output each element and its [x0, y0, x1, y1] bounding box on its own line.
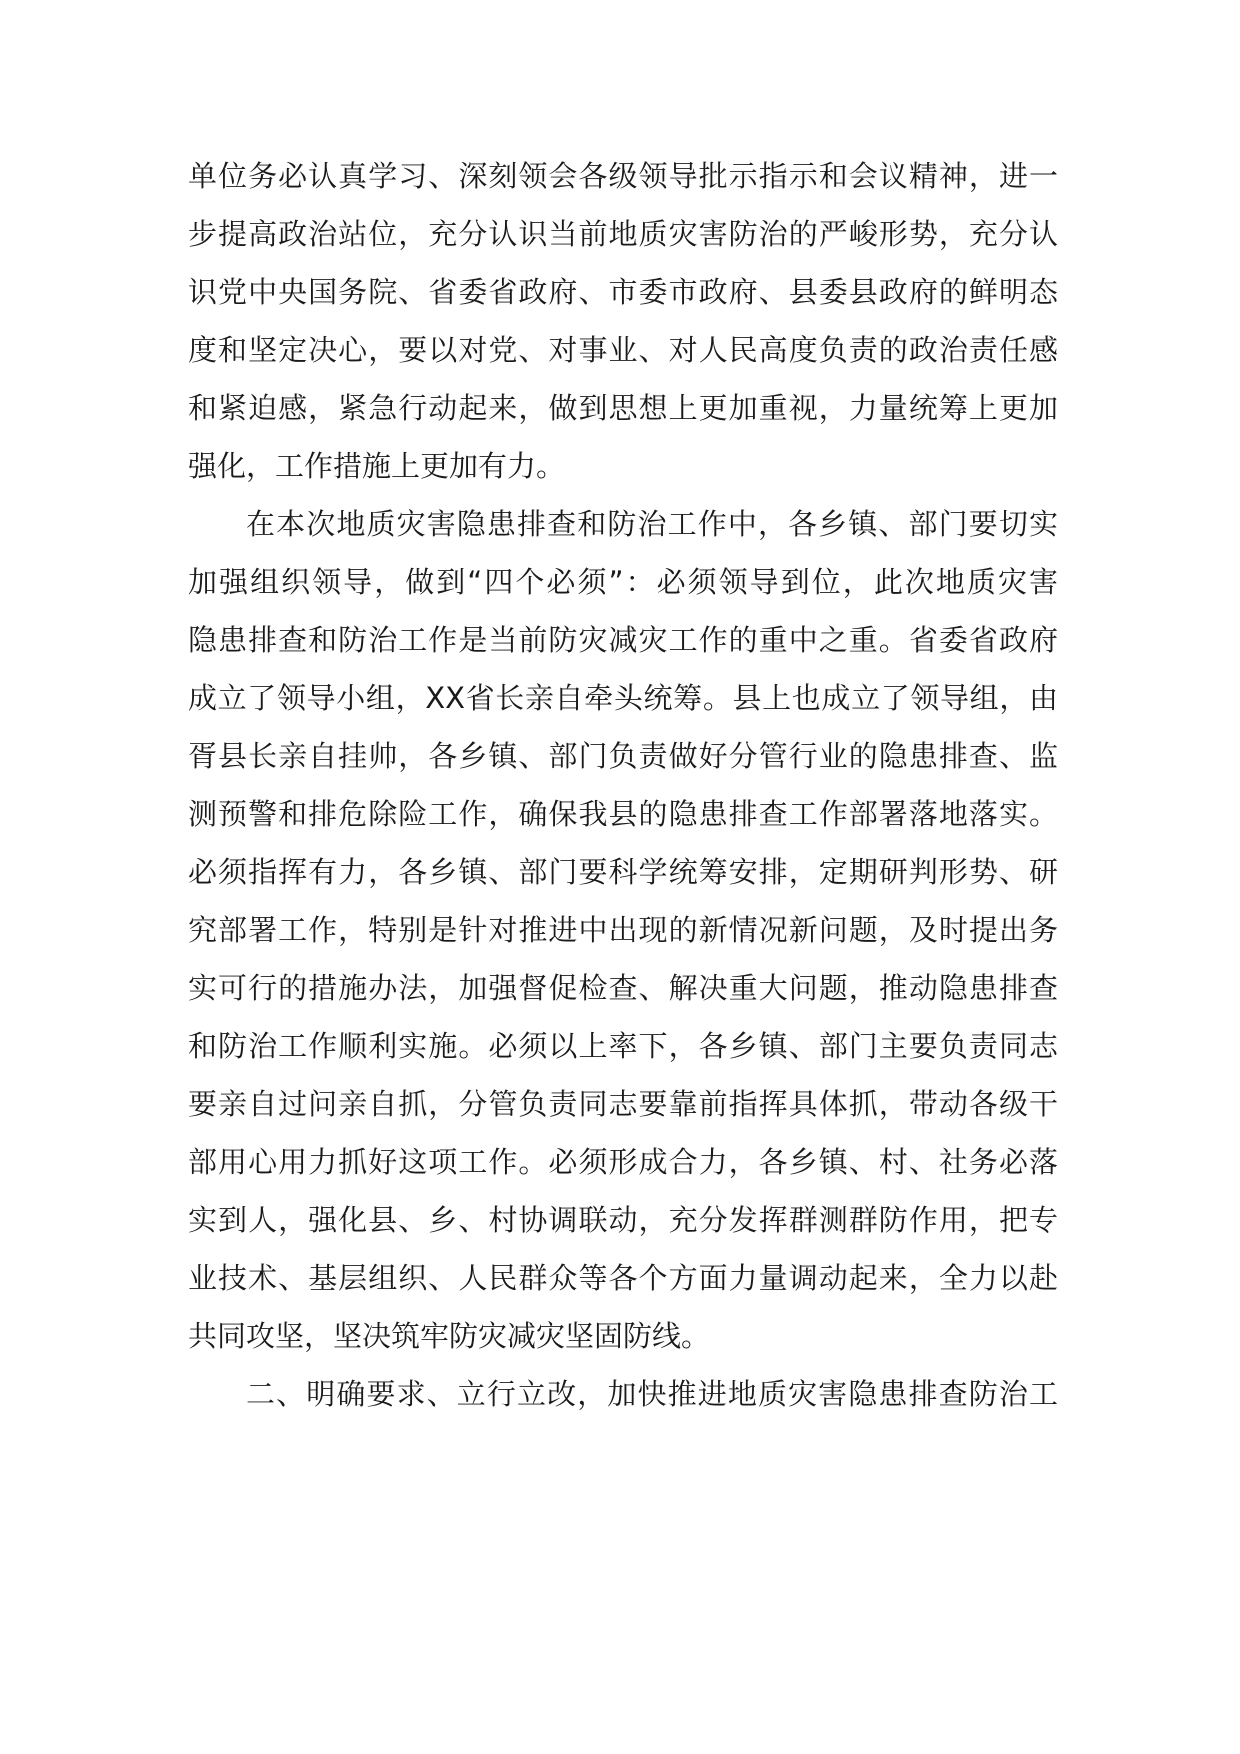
text-line: 隐患排查和防治工作是当前防灾减灾工作的重中之重。省委省政府	[188, 623, 1058, 657]
text-line: 测预警和排危除险工作，确保我县的隐患排查工作部署落地落实。	[188, 797, 1058, 831]
text-line: 成立了领导小组，XX省长亲自牵头统筹。县上也成立了领导组，由	[188, 681, 1058, 715]
paragraph-first-line: 在本次地质灾害隐患排查和防治工作中，各乡镇、部门要切实	[246, 507, 1058, 541]
text-line: 单位务必认真学习、深刻领会各级领导批示指示和会议精神，进一	[188, 159, 1058, 193]
text-line: 加强组织领导，做到“四个必须”：必须领导到位，此次地质灾害	[188, 565, 1058, 599]
text-line: 和紧迫感，紧急行动起来，做到思想上更加重视，力量统筹上更加	[188, 391, 1058, 425]
section-heading: 二、明确要求、立行立改，加快推进地质灾害隐患排查防治工	[246, 1377, 1058, 1411]
text-line: 强化，工作措施上更加有力。	[188, 449, 566, 483]
text-line: 共同攻坚，坚决筑牢防灾减灾坚固防线。	[188, 1319, 711, 1353]
text-line: 和防治工作顺利实施。必须以上率下，各乡镇、部门主要负责同志	[188, 1029, 1058, 1063]
text-line: 必须指挥有力，各乡镇、部门要科学统筹安排，定期研判形势、研	[188, 855, 1058, 889]
text-line: 实可行的措施办法，加强督促检查、解决重大问题，推动隐患排查	[188, 971, 1058, 1005]
text-line: 胥县长亲自挂帅，各乡镇、部门负责做好分管行业的隐患排查、监	[188, 739, 1058, 773]
text-line: 步提高政治站位，充分认识当前地质灾害防治的严峻形势，充分认	[188, 217, 1058, 251]
text-line: 度和坚定决心，要以对党、对事业、对人民高度负责的政治责任感	[188, 333, 1058, 367]
text-line: 究部署工作，特别是针对推进中出现的新情况新问题，及时提出务	[188, 913, 1058, 947]
text-line: 部用心用力抓好这项工作。必须形成合力，各乡镇、村、社务必落	[188, 1145, 1058, 1179]
text-line: 业技术、基层组织、人民群众等各个方面力量调动起来，全力以赴	[188, 1261, 1058, 1295]
text-line: 识党中央国务院、省委省政府、市委市政府、县委县政府的鲜明态	[188, 275, 1058, 309]
text-line: 实到人，强化县、乡、村协调联动，充分发挥群测群防作用，把专	[188, 1203, 1058, 1237]
text-line: 要亲自过问亲自抓，分管负责同志要靠前指挥具体抓，带动各级干	[188, 1087, 1058, 1121]
